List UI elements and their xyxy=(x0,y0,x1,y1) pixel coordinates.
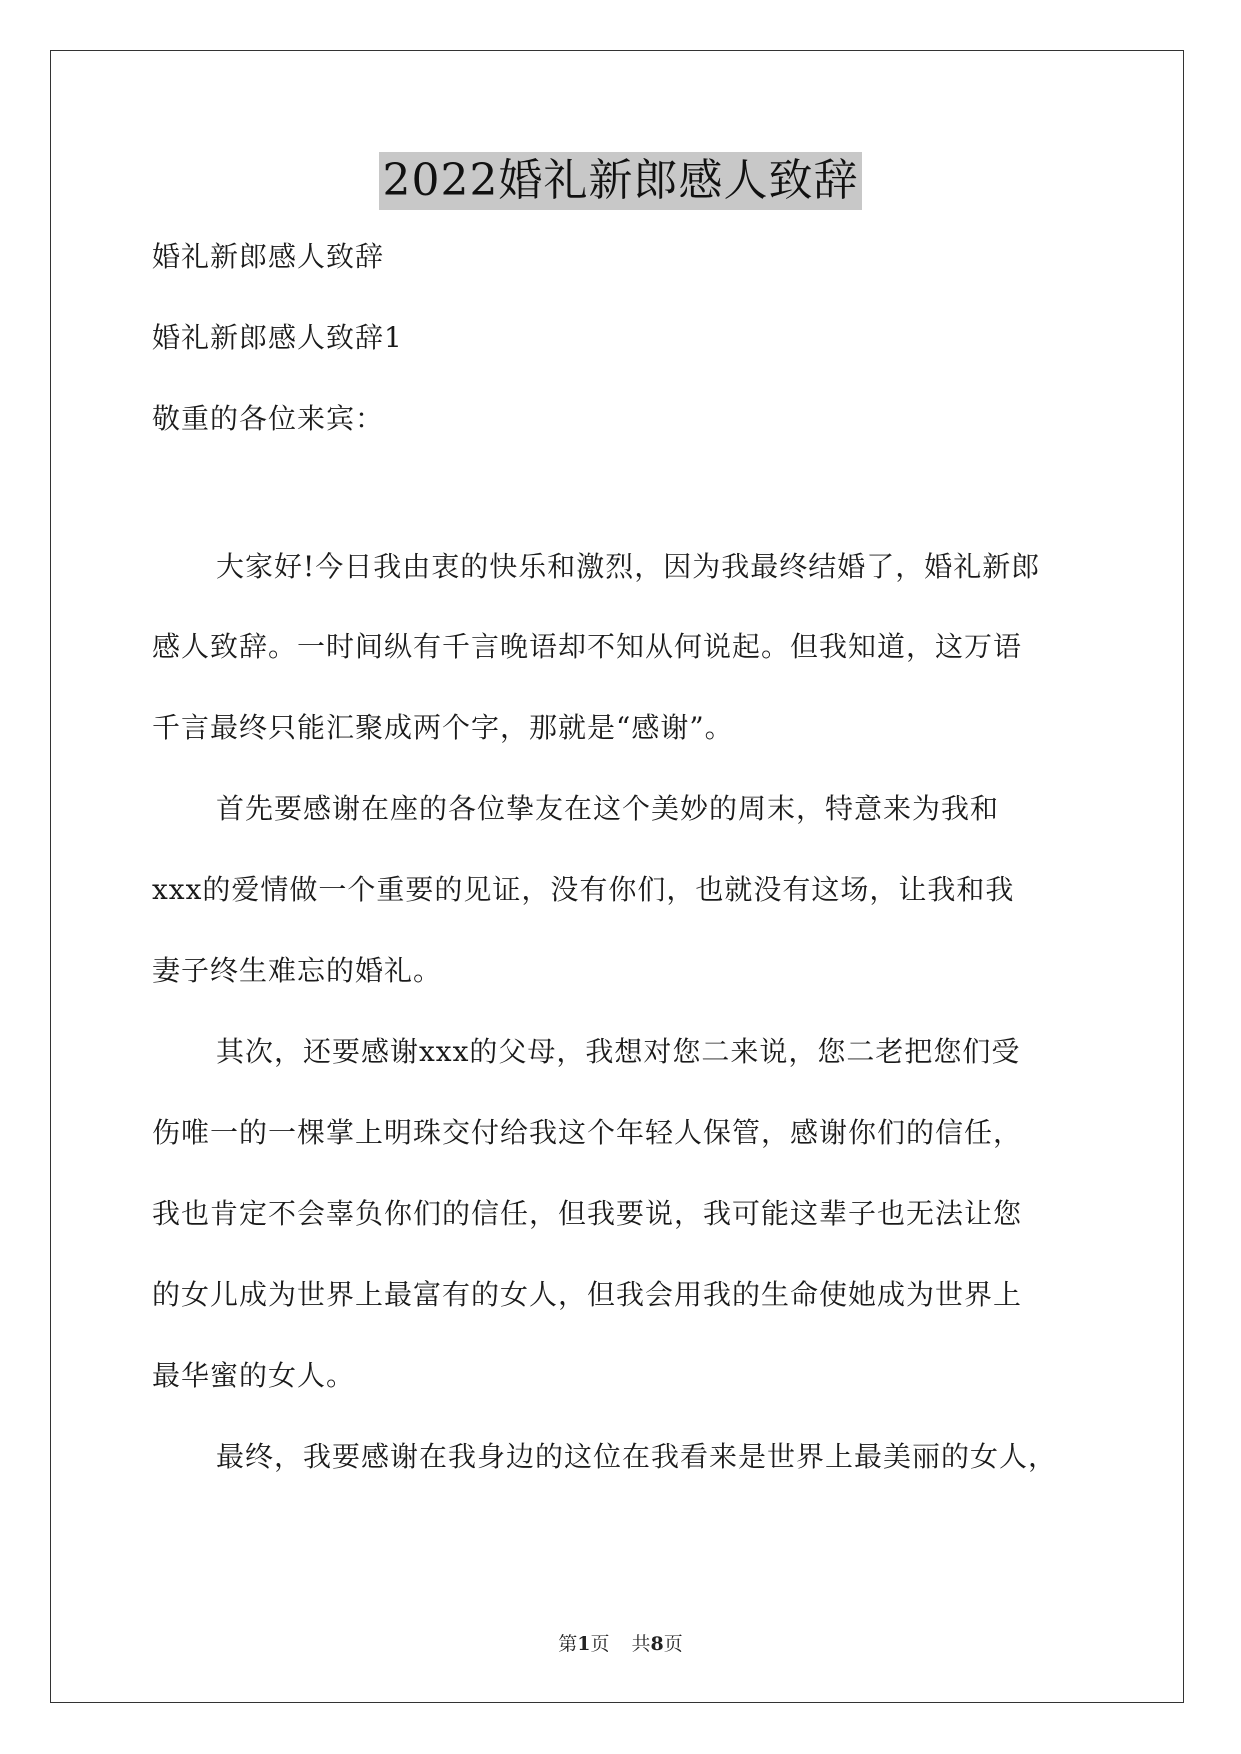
document-title: 2022婚礼新郎感人致辞 xyxy=(379,152,863,210)
paragraph-line: 最终，我要感谢在我身边的这位在我看来是世界上最美丽的女人， xyxy=(216,1440,1058,1473)
page-suffix: 页 xyxy=(590,1633,610,1655)
total-pages-number: 8 xyxy=(650,1633,664,1655)
paragraph-line: 其次，还要感谢xxx的父母，我想对您二来说，您二老把您们受 xyxy=(216,1035,1021,1068)
paragraph-line: 最华蜜的女人。 xyxy=(152,1359,356,1392)
paragraph-line: 伤唯一的一棵掌上明珠交付给我这个年轻人保管，感谢你们的信任， xyxy=(152,1116,1023,1149)
paragraph-line: 妻子终生难忘的婚礼。 xyxy=(152,954,443,987)
paragraph-line: 千言最终只能汇聚成两个字，那就是“感谢”。 xyxy=(152,711,734,744)
section-heading: 婚礼新郎感人致辞1 xyxy=(152,321,403,354)
paragraph-line: 大家好!今日我由衷的快乐和激烈，因为我最终结婚了，婚礼新郎 xyxy=(216,550,1041,583)
paragraph-line: 首先要感谢在座的各位挚友在这个美妙的周末，特意来为我和 xyxy=(216,792,1000,825)
subtitle-line: 婚礼新郎感人致辞 xyxy=(152,240,385,273)
paragraph-line: 我也肯定不会辜负你们的信任，但我要说，我可能这辈子也无法让您 xyxy=(152,1197,1023,1230)
paragraph-line: 的女儿成为世界上最富有的女人，但我会用我的生命使她成为世界上 xyxy=(152,1278,1023,1311)
paragraph-line: xxx的爱情做一个重要的见证，没有你们，也就没有这场，让我和我 xyxy=(152,873,1015,906)
total-suffix: 页 xyxy=(663,1633,683,1655)
page-prefix: 第 xyxy=(558,1633,578,1655)
current-page-number: 1 xyxy=(577,1633,591,1655)
total-prefix: 共 xyxy=(631,1633,651,1655)
paragraph-line: 感人致辞。一时间纵有千言晚语却不知从何说起。但我知道，这万语 xyxy=(152,630,1023,663)
salutation: 敬重的各位来宾： xyxy=(152,402,385,435)
title-container xyxy=(0,152,1241,210)
page-footer xyxy=(0,1632,1241,1656)
